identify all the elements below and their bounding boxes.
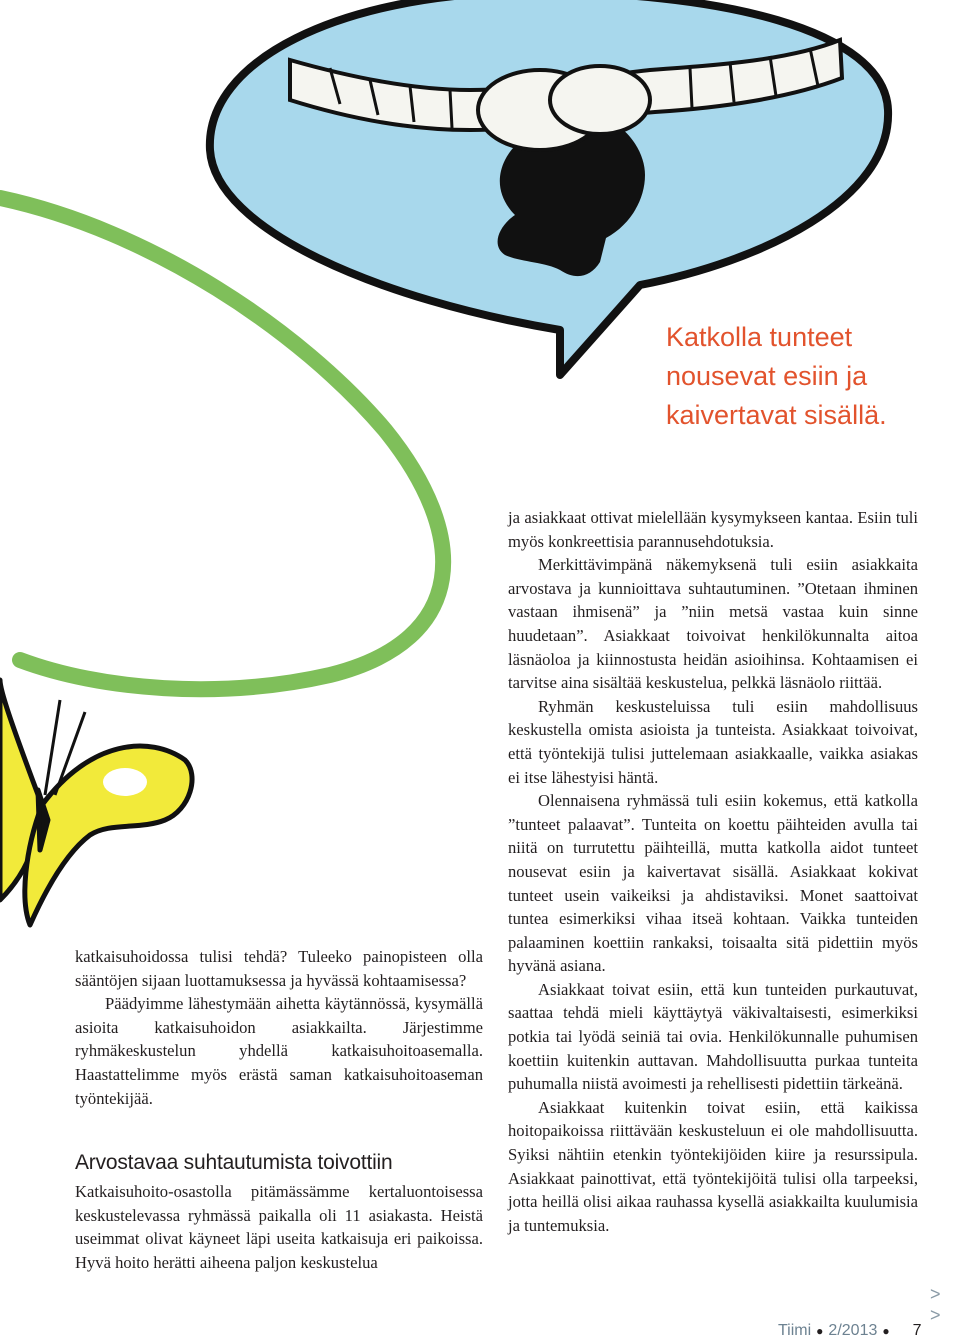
paragraph: Katkaisuhoito-osastolla pitämässämme kertaluontoisessa keskustelevassa ryhmässä paikalla oli 11 asiakasta. Heistä useimmat olivat käyneet läpi useita katkaisuja eri paikoissa. Hyvä hoito herätti aiheena paljon keskustelua — [75, 1182, 483, 1272]
bullet-icon: ● — [882, 1324, 890, 1338]
paragraph: Päädyimme lähestymään aihetta käytännössä, kysymällä asioita katkaisuhoidon asiakkailta. Järjestimme ryhmäkeskustelun yhdellä katkaisuhoitoasemalla. Haastattelimme myös erästä saman katkaisuhoitoaseman työntekijää. — [75, 994, 483, 1108]
butterfly-illustration — [0, 680, 192, 925]
paragraph: Asiakkaat kuitenkin toivat esiin, että kaikissa hoitopaikoissa riittävään keskusteluun ei ole mahdollisuutta. Syiksi nähtiin etenkin työntekijöiden kiire ja resurssipula. Asiakkaat painottivat, että työntekijöitä tulisi olla tarpeeksi, jotta heillä olisi aikaa rauhassa kysellä asiakkailta kuulumisia ja tuntemuksia. — [508, 1097, 918, 1235]
paragraph: Olennaisena ryhmässä tuli esiin kokemus, että katkolla ”tunteet palaavat”. Tunteita on koettu päihteiden avulla tai niitä on turrutettu päihteillä, mutta katkolla aidot tunteet nousevat esiin ja kaivertavat sisällä. Asiakkaat kokivat tunteet usein vaikeiksi ja ahdistaviksi. Monet saattoivat tuntea esimerkiksi vihaa itseä kohtaan. Vaikka tunteiden palaaminen koettiin rankaksi, toisaalta sitä pidettiin myös hyvänä asiana. — [508, 791, 918, 976]
page-footer — [778, 1322, 922, 1340]
bullet-icon: ● — [816, 1324, 824, 1338]
page-number: 7 — [912, 1322, 922, 1339]
article-column-left — [75, 945, 483, 1275]
pull-quote-line: Katkolla tunteet — [666, 322, 853, 352]
paragraph: Ryhmän keskusteluissa tuli esiin mahdollisuus keskustella omista asioista ja tunteista. Asiakkaat toivoivat, että työntekijä tulisi juttelemaan asiakkaalle, vaikka asiakas ei itse lähestyisi häntä. — [508, 696, 918, 787]
magazine-name: Tiimi — [778, 1322, 812, 1339]
continue-marker: > > — [930, 1284, 943, 1325]
paragraph: Merkittävimpänä näkemyksenä tuli esiin asiakkaita arvostava ja kunnioittava suhtautuminen. ”Otetaan ihminen vastaan ihmisenä” ja ”niin metsä vastaa kuin sinne huudetaan”. Asiakkaat toivoivat henkilökunnalta aitoa läsnäoloa ja kiinnostusta heidän asioihinsa. Kohtaamisen ei tarvitse aina sisältää keskustelua, pelkkä läsnäolo riittää. — [508, 555, 918, 693]
paragraph: ja asiakkaat ottivat mielellään kysymykseen kantaa. Esiin tuli myös konkreettisia parannusehdotuksia. — [508, 508, 918, 551]
paragraph: Asiakkaat toivat esiin, että kun tunteiden purkautuvat, saattaa tehdä mieli käyttäytyä väkivaltaisesti, esimerkiksi potkia tai lyödä seiniä tai ovia. Henkilökunnalle puhumisen koettiin kuitenkin auttavan. Mahdollisuutta purkaa tunteita puhumalla niistä avoimesti ja rehellisesti pidettiin tärkeänä. — [508, 979, 918, 1094]
issue-number: 2/2013 — [828, 1322, 878, 1339]
pull-quote — [666, 318, 946, 435]
pull-quote-line: nousevat esiin ja — [666, 361, 868, 391]
section-heading: Arvostavaa suhtautumista toivottiin — [75, 1151, 393, 1175]
pull-quote-line: kaivertavat sisällä. — [666, 400, 887, 430]
article-column-right — [508, 506, 918, 1237]
paragraph: katkaisuhoidossa tulisi tehdä? Tuleeko painopisteen olla sääntöjen sijaan luottamuksessa ja hyvässä kohtaamisessa? — [75, 947, 483, 990]
